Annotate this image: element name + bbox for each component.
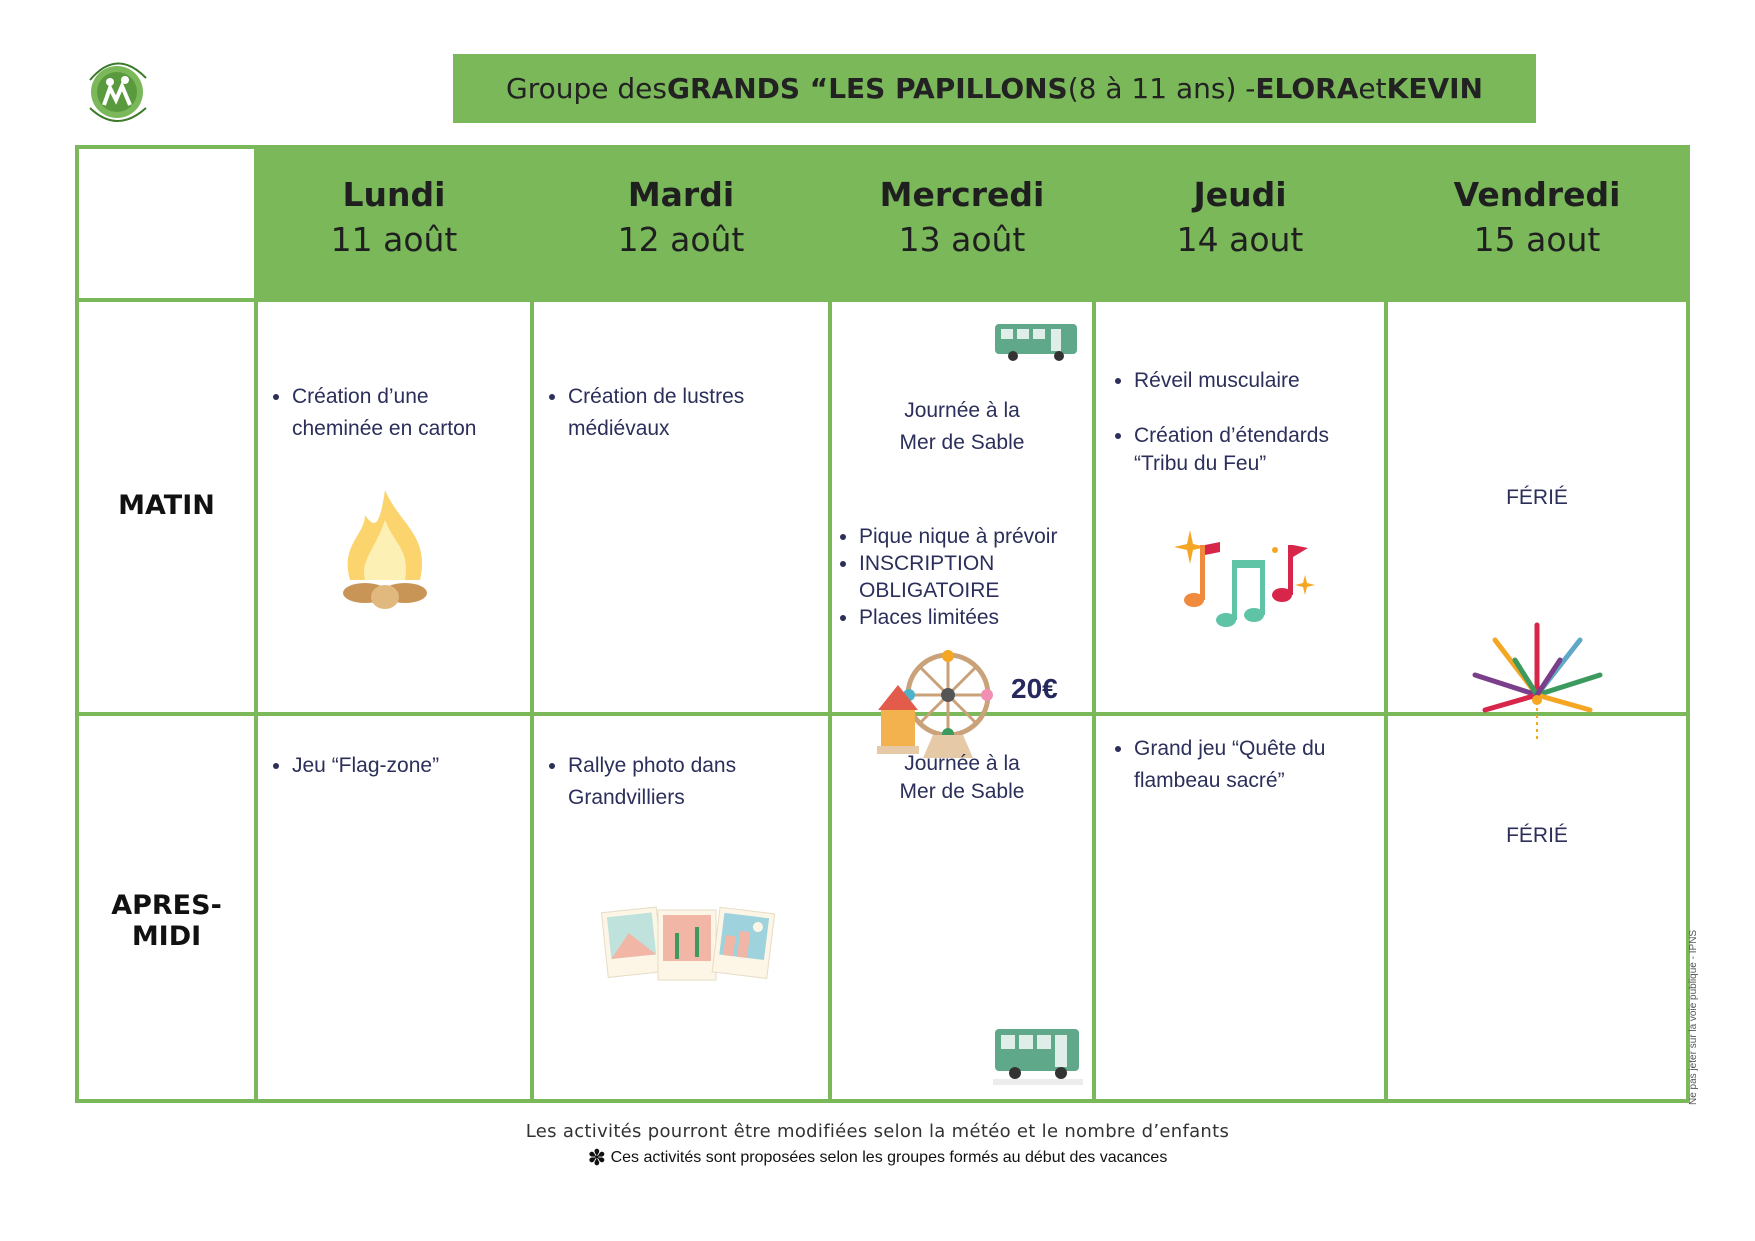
price-label: 20€ bbox=[1011, 673, 1058, 704]
day-date: 12 août bbox=[617, 220, 745, 259]
cell-afternoon-monday bbox=[270, 725, 520, 782]
activity-item: • Rallye photo dans Grandvilliers bbox=[568, 750, 756, 814]
title-et: et bbox=[1358, 72, 1387, 105]
cell-morning-thursday bbox=[1112, 367, 1377, 478]
trip-title-line: Journée à la bbox=[904, 399, 1020, 422]
header-tuesday bbox=[534, 175, 828, 259]
cell-morning-friday: FÉRIÉ bbox=[1506, 486, 1568, 509]
fireworks-icon bbox=[1465, 620, 1610, 745]
day-date: 11 août bbox=[330, 220, 458, 259]
cell-morning-wednesday-title bbox=[832, 395, 1092, 459]
photos-icon bbox=[600, 895, 775, 1000]
activity-item: • Création d’étendards “Tribu du Feu” bbox=[1134, 422, 1377, 478]
title-name2: KEVIN bbox=[1386, 72, 1483, 105]
day-name: Mercredi bbox=[879, 175, 1045, 214]
row-label-morning: MATIN bbox=[118, 490, 215, 521]
trip-title-line: Mer de Sable bbox=[899, 431, 1025, 454]
info-item: • Places limitées bbox=[859, 604, 1092, 631]
activity-item: • Grand jeu “Quête du flambeau sacré” bbox=[1134, 733, 1372, 797]
header-thursday bbox=[1096, 175, 1384, 259]
title-name1: ELORA bbox=[1255, 72, 1359, 105]
footer-note-groups-text: Ces activités sont proposées selon les groupes formés au début des vacances bbox=[610, 1149, 1168, 1166]
flower-icon: ✽ bbox=[587, 1145, 607, 1170]
cell-morning-wednesday-list bbox=[837, 466, 1092, 631]
cell-afternoon-friday: FÉRIÉ bbox=[1506, 824, 1568, 847]
header-wednesday bbox=[832, 175, 1092, 259]
day-name: Jeudi bbox=[1193, 175, 1287, 214]
title-group: GRANDS “LES PAPILLONS bbox=[666, 72, 1068, 105]
title-age: (8 à 11 ans) - bbox=[1067, 72, 1256, 105]
trip-title-line: Journée à la bbox=[904, 752, 1020, 775]
info-item: • INSCRIPTION OBLIGATOIRE bbox=[859, 550, 1092, 604]
footer-note-weather: Les activités pourront être modifiées selon la météo et le nombre d’enfants bbox=[525, 1121, 1230, 1142]
bus-icon bbox=[993, 1025, 1083, 1087]
day-date: 14 aout bbox=[1176, 220, 1304, 259]
schedule-table bbox=[75, 145, 1690, 1103]
music-notes-icon bbox=[1160, 520, 1320, 635]
campfire-icon bbox=[320, 485, 450, 615]
activity-item: • Réveil musculaire bbox=[1134, 367, 1377, 395]
cell-morning-tuesday bbox=[546, 381, 816, 445]
activity-item: • Création d’une cheminée en carton bbox=[292, 381, 520, 445]
day-date: 15 aout bbox=[1473, 220, 1601, 259]
ferris-wheel-icon bbox=[873, 650, 1003, 760]
trip-title-line: Mer de Sable bbox=[899, 780, 1025, 803]
info-item: • Pique nique à prévoir bbox=[859, 523, 1092, 550]
title-banner bbox=[453, 54, 1536, 123]
day-date: 13 août bbox=[898, 220, 1026, 259]
day-name: Lundi bbox=[342, 175, 446, 214]
logo bbox=[70, 50, 165, 130]
cell-afternoon-tuesday bbox=[546, 725, 756, 814]
bus-icon bbox=[993, 320, 1081, 362]
activity-item: • Jeu “Flag-zone” bbox=[292, 750, 520, 782]
activity-item: • Création de lustres médiévaux bbox=[568, 381, 816, 445]
header-monday bbox=[258, 175, 530, 259]
title-prefix: Groupe des bbox=[506, 72, 667, 105]
cell-morning-monday bbox=[270, 381, 520, 445]
day-name: Vendredi bbox=[1453, 175, 1621, 214]
cell-afternoon-thursday bbox=[1112, 725, 1372, 797]
header-friday bbox=[1388, 175, 1686, 259]
day-name: Mardi bbox=[627, 175, 735, 214]
side-note: Ne pas jeter sur la voie publique - IPNS bbox=[1688, 929, 1699, 1105]
footer-note-groups bbox=[0, 1145, 1755, 1171]
cell-afternoon-wednesday bbox=[832, 750, 1092, 806]
row-label-afternoon: APRES-MIDI bbox=[111, 890, 222, 952]
